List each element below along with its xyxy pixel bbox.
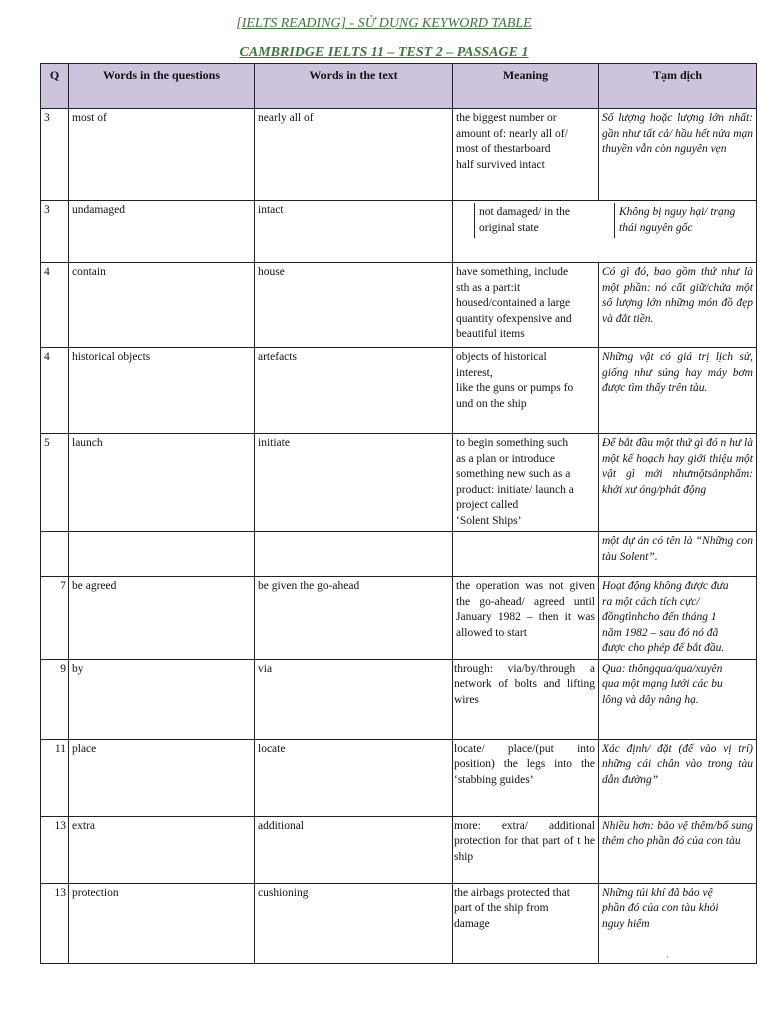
row-text-words: initiate — [255, 434, 453, 532]
row-q: 13 — [41, 816, 69, 883]
row-meaning: not damaged/ in the original state — [474, 203, 614, 238]
row-translation: Những vật có giá trị lịch sử, giống như súng hay máy bơm được tìm thấy trên tàu. — [599, 348, 757, 434]
page-subtitle: CAMBRIDGE IELTS 11 – TEST 2 – PASSAGE 1 — [239, 45, 529, 60]
row-question-words: place — [69, 739, 255, 816]
row-translation: Nhiều hơn: bảo vệ thêm/bổ sung thêm cho phần đó của con tàu — [599, 816, 757, 883]
row-question-words: launch — [69, 434, 255, 532]
row-meaning: objects of historical interest, like the guns or pumps fo und on the ship — [453, 348, 599, 434]
row-q: 7 — [41, 577, 69, 660]
row-text-words: nearly all of — [255, 109, 453, 201]
row-meaning: have something, include sth as a part:it housed/contained a large quantity ofexpensive and beautiful items — [453, 263, 599, 348]
row-q: 9 — [41, 659, 69, 739]
col-header-q: Q — [41, 64, 69, 109]
row-meaning: the biggest number or amount of: nearly all of/ most of thestarboard half survived intact — [453, 109, 599, 201]
row-meaning-translation — [453, 201, 757, 263]
stray-mark: · — [666, 953, 669, 962]
row-question-words: historical objects — [69, 348, 255, 434]
row-text-words: locate — [255, 739, 453, 816]
row-translation: Để bắt đầu một thứ gì đó n hư là một kế hoạch hay giới thiệu một vật gì mới nhưmộtsảnphẩm: khởi xư óng/phát động — [599, 434, 757, 532]
row-q: 4 — [41, 263, 69, 348]
row-text-words: intact — [255, 201, 453, 263]
table-row — [41, 109, 757, 201]
keyword-table — [40, 63, 757, 964]
row-q: 11 — [41, 739, 69, 816]
row-text-words: be given the go-ahead — [255, 577, 453, 660]
table-row — [41, 348, 757, 434]
table-header-row — [41, 64, 757, 109]
row-text-words: cushioning — [255, 883, 453, 963]
row-meaning: the airbags protected that part of the ship from damage — [453, 883, 599, 963]
row-meaning — [453, 532, 599, 577]
col-header-translation: Tạm dịch — [599, 64, 757, 109]
table-row — [41, 883, 757, 963]
row-translation: Có gì đó, bao gồm thứ như là một phần: nó cất giữ/chứa một số lượng lớn những món đồ đẹp và đắt tiền. — [599, 263, 757, 348]
row-question-words — [69, 532, 255, 577]
row-translation: Qua: thôngqua/qua/xuyên qua một mạng lưới các bu lông và dây nâng hạ. — [599, 659, 757, 739]
row-question-words: extra — [69, 816, 255, 883]
row-q: 5 — [41, 434, 69, 532]
table-row — [41, 434, 757, 532]
table-row — [41, 659, 757, 739]
row-meaning: the operation was not given the go-ahead/ agreed until January 1982 – then it was allowed to start — [453, 577, 599, 660]
row-text-words — [255, 532, 453, 577]
row-q — [41, 532, 69, 577]
col-header-question-words: Words in the questions — [69, 64, 255, 109]
cell-spacer — [456, 203, 474, 238]
row-text-words: artefacts — [255, 348, 453, 434]
table-row — [41, 816, 757, 883]
row-q: 13 — [41, 883, 69, 963]
table-row — [41, 577, 757, 660]
row-meaning: through: via/by/through a network of bolts and lifting wires — [453, 659, 599, 739]
table-row — [41, 201, 757, 263]
col-header-text-words: Words in the text — [255, 64, 453, 109]
row-translation: Hoạt động không được đưa ra một cách tích cực/ đồngtìnhcho đến tháng 1 năm 1982 – sau đó nó đã được cho phép để bắt đầu. — [599, 577, 757, 660]
row-text-words: via — [255, 659, 453, 739]
row-text-words: additional — [255, 816, 453, 883]
row-meaning: locate/ place/(put into position) the legs into the ‘stabbing guides’ — [453, 739, 599, 816]
row-question-words: undamaged — [69, 201, 255, 263]
row-translation: Không bị nguy hại/ trạng thái nguyên gốc — [614, 203, 753, 238]
row-question-words: most of — [69, 109, 255, 201]
row-q: 4 — [41, 348, 69, 434]
row-question-words: protection — [69, 883, 255, 963]
row-question-words: by — [69, 659, 255, 739]
row-translation: Xác định/ đặt (để vào vị trí) những cái chân vào trong tàu dẫn đường” — [599, 739, 757, 816]
row-q: 3 — [41, 109, 69, 201]
row-meaning: more: extra/ additional protection for that part of t he ship — [453, 816, 599, 883]
row-q: 3 — [41, 201, 69, 263]
col-header-meaning: Meaning — [453, 64, 599, 109]
row-text-words: house — [255, 263, 453, 348]
row-question-words: contain — [69, 263, 255, 348]
table-row — [41, 263, 757, 348]
row-translation: một dự án có tên là “Những con tàu Solent”. — [599, 532, 757, 577]
row-question-words: be agreed — [69, 577, 255, 660]
table-row — [41, 739, 757, 816]
page-title: [IELTS READING] - SỬ DỤNG KEYWORD TABLE — [236, 16, 532, 31]
row-translation: Những túi khí đã bảo vệ phần đó của con tàu khỏi nguy hiểm — [599, 883, 757, 963]
row-translation: Số lượng hoặc lượng lớn nhất: gần như tất cả/ hầu hết nửa mạn thuyền vẫn còn nguyên vẹn — [599, 109, 757, 201]
row-meaning: to begin something such as a plan or introduce something new such as a product: initiate/ launch a project called ‘Solent Ships’ — [453, 434, 599, 532]
table-row — [41, 532, 757, 577]
